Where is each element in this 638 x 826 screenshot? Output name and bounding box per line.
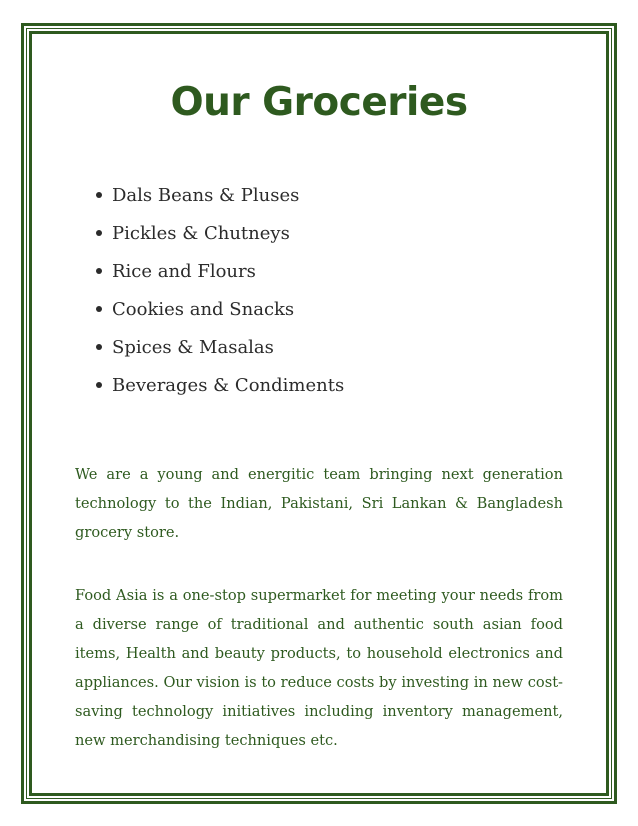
list-item-label: Cookies and Snacks xyxy=(112,299,295,320)
bullet-icon xyxy=(96,230,102,236)
vision-paragraph: Food Asia is a one-stop supermarket for meeting your needs from a diverse range of traditional and authentic south asian food items, Health and beauty products, to household electronics and appliances. Our vision is to reduce costs by investing in new cost-saving technology initiatives including inventory management, new merchandising techniques etc. xyxy=(75,587,563,749)
intro-paragraph: We are a young and energitic team bringing next generation technology to the Indian, Pakistani, Sri Lankan & Bangladesh grocery store. xyxy=(75,466,563,541)
list-item-label: Spices & Masalas xyxy=(112,337,274,358)
bullet-icon xyxy=(96,306,102,312)
list-item-label: Beverages & Condiments xyxy=(112,375,345,396)
list-item xyxy=(90,257,344,295)
list-item-label: Rice and Flours xyxy=(112,261,256,282)
bullet-icon xyxy=(96,268,102,274)
list-item xyxy=(90,219,344,257)
bullet-icon xyxy=(96,344,102,350)
list-item xyxy=(90,371,344,409)
bullet-icon xyxy=(96,192,102,198)
grocery-list xyxy=(90,181,344,409)
list-item xyxy=(90,181,344,219)
page-title: Our Groceries xyxy=(170,80,468,125)
list-item xyxy=(90,333,344,371)
bullet-icon xyxy=(96,382,102,388)
list-item-label: Dals Beans & Pluses xyxy=(112,185,300,206)
list-item xyxy=(90,295,344,333)
list-item-label: Pickles & Chutneys xyxy=(112,223,290,244)
